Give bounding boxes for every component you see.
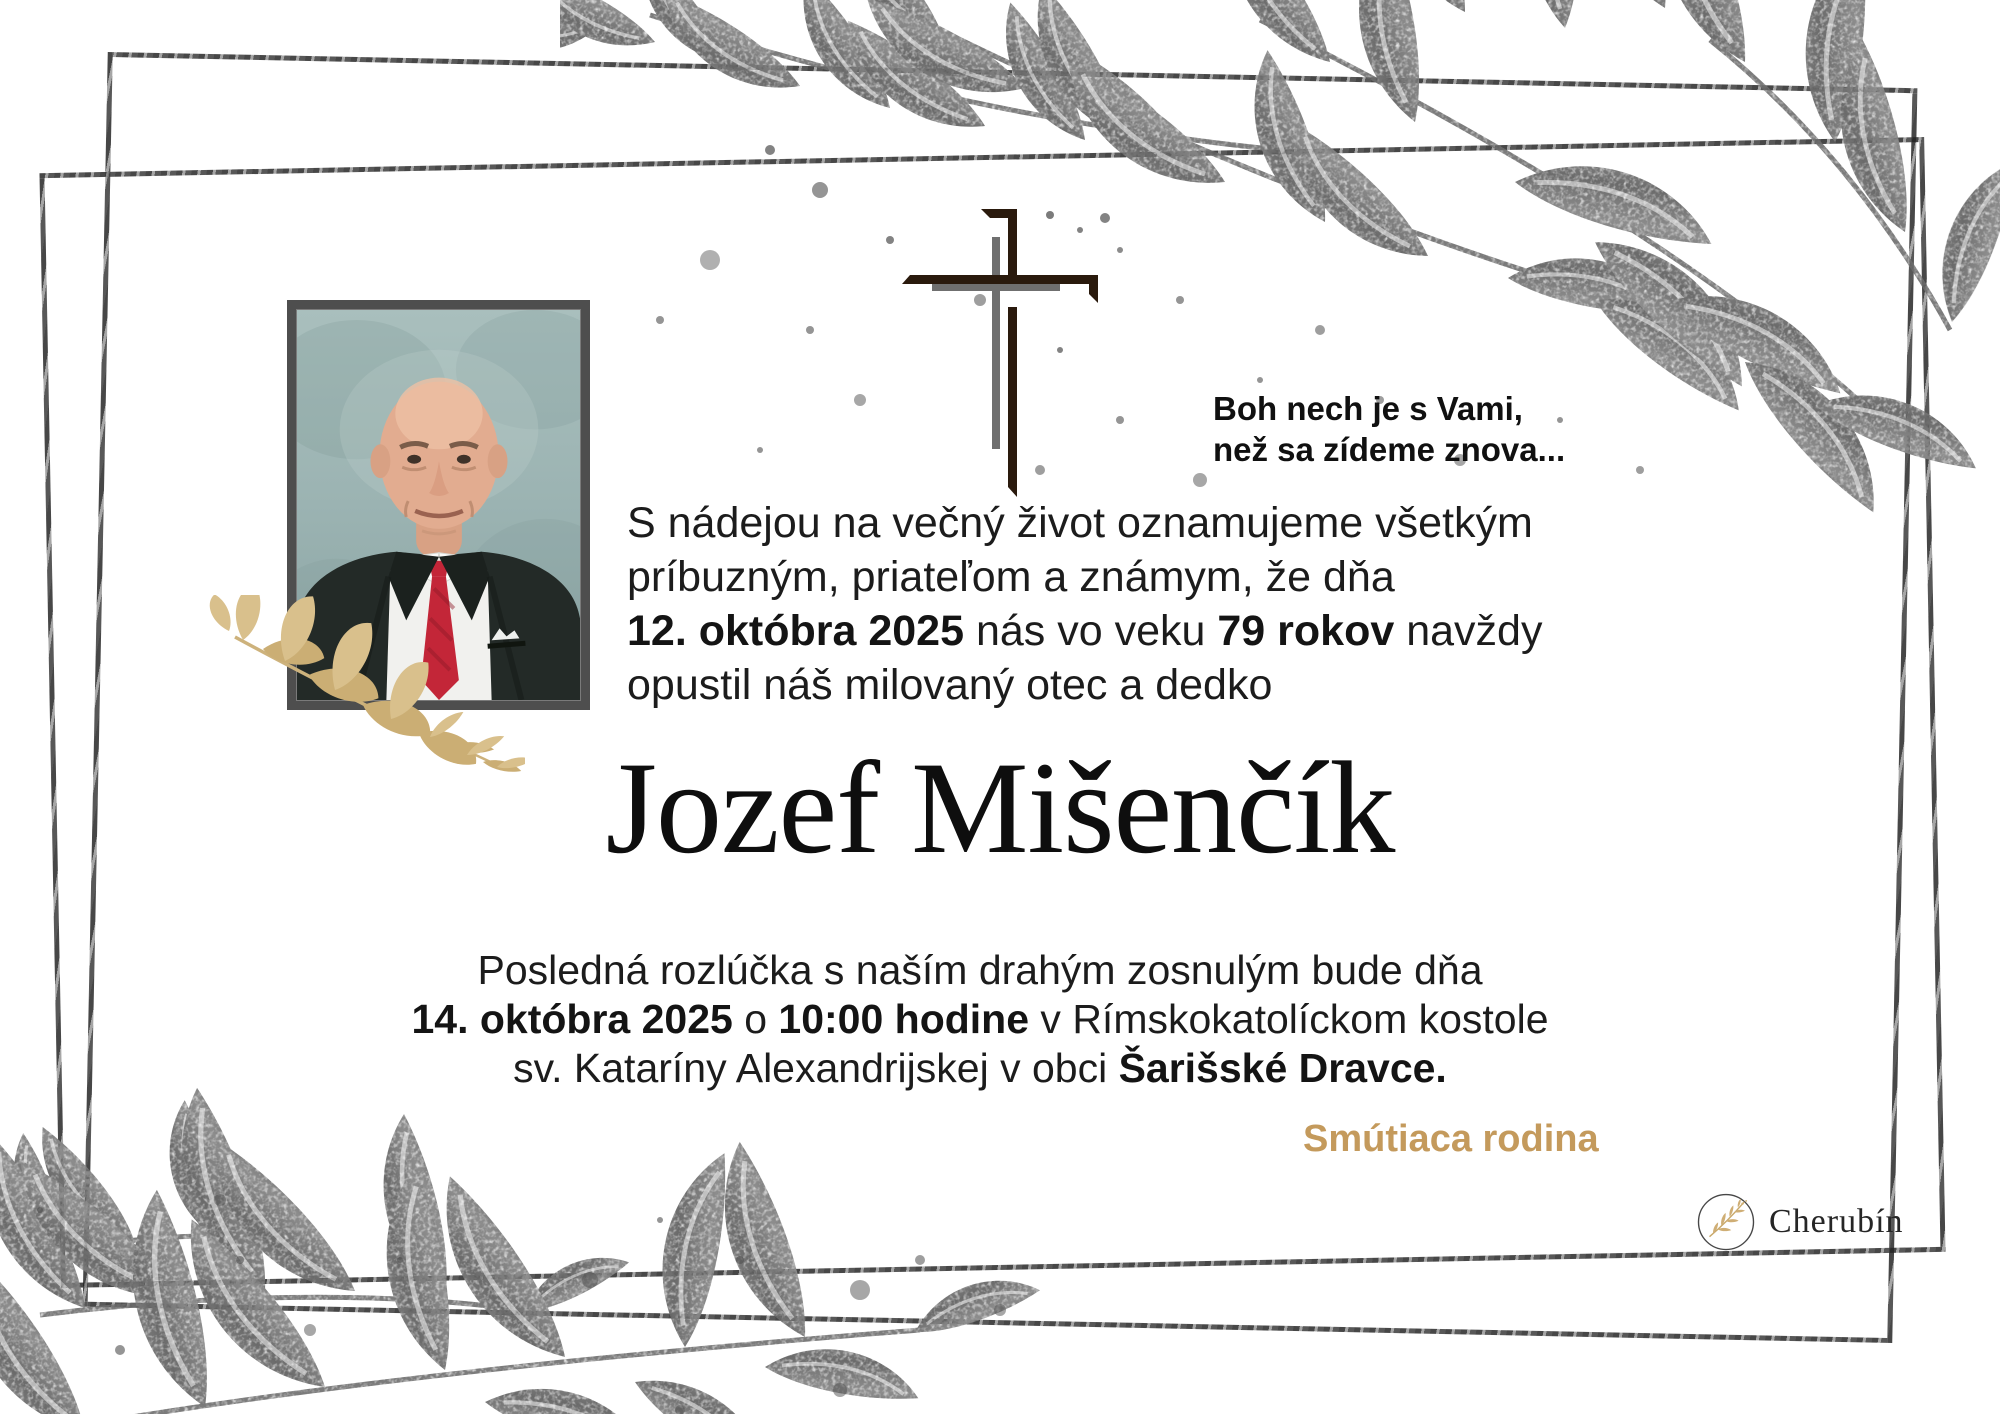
- quote-line-2: než sa zídeme znova...: [1213, 431, 1566, 468]
- funeral-post-time: v Rímskokatolíckom kostole: [1029, 996, 1549, 1042]
- funeral-line-3: [300, 1044, 1660, 1093]
- announcement-mid: nás vo veku: [964, 607, 1218, 655]
- funeral-place: Šarišské Dravce.: [1118, 1045, 1447, 1091]
- announcement-text: [627, 496, 1747, 712]
- brand-name: Cherubín: [1769, 1203, 1904, 1240]
- age: 79 rokov: [1217, 607, 1395, 655]
- funeral-line-1: Posledná rozlúčka s naším drahým zosnulým bude dňa: [477, 947, 1483, 993]
- announcement-line-4: opustil náš milovaný otec a dedko: [627, 661, 1273, 709]
- death-date: 12. októbra 2025: [627, 607, 965, 655]
- closing-signature: Smútiaca rodina: [1303, 1118, 1599, 1160]
- announcement-line-3: [627, 604, 1747, 658]
- deceased-name: Jozef Mišenčík: [605, 734, 1395, 881]
- funeral-pre-time: o: [732, 996, 779, 1042]
- opening-quote: [1213, 388, 1565, 470]
- announcement-line-1: S nádejou na večný život oznamujeme všetkým: [627, 499, 1533, 547]
- laurel-branch-circle-icon: [1693, 1189, 1759, 1255]
- announcement-tail: navždy: [1394, 607, 1543, 655]
- funeral-date: 14. októbra 2025: [411, 996, 733, 1042]
- funeral-church: sv. Kataríny Alexandrijskej v obci: [513, 1045, 1119, 1091]
- quote-line-1: Boh nech je s Vami,: [1213, 390, 1523, 427]
- funeral-line-2: [300, 995, 1660, 1044]
- brand-logo: [1693, 1189, 1904, 1255]
- funeral-time: 10:00 hodine: [778, 996, 1030, 1042]
- funeral-details: [300, 946, 1660, 1093]
- announcement-line-2: príbuzným, priateľom a známym, že dňa: [627, 553, 1395, 601]
